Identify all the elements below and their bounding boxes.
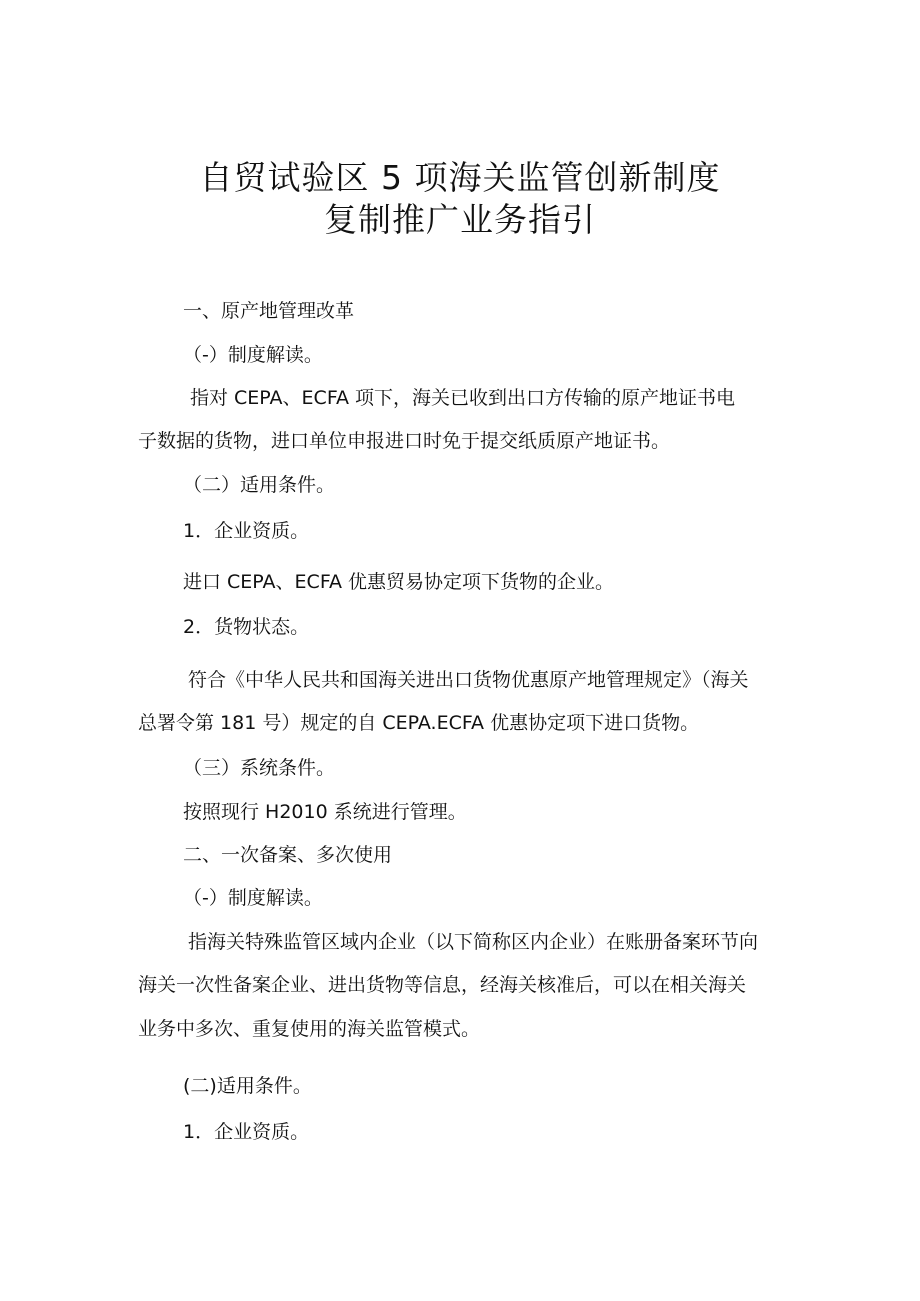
- paragraph-line: 业务中多次、重复使用的海关监管模式。: [138, 1018, 481, 1040]
- list-item-heading: 1．企业资质。: [183, 1121, 310, 1143]
- paragraph-line: 指对 CEPA、ECFA 项下，海关已收到出口方传输的原产地证书电: [190, 387, 736, 409]
- paragraph-line: 进口 CEPA、ECFA 优惠贸易协定项下货物的企业。: [183, 571, 615, 593]
- subsection-heading: （-）制度解读。: [183, 344, 323, 366]
- paragraph-line: 按照现行 H2010 系统进行管理。: [183, 801, 467, 823]
- list-item-heading: 2．货物状态。: [183, 616, 310, 638]
- paragraph-line: 符合《中华人民共和国海关进出口货物优惠原产地管理规定》（海关: [188, 669, 749, 691]
- section-heading-1: 一、原产地管理改革: [183, 300, 355, 322]
- subsection-heading: (二)适用条件。: [183, 1075, 312, 1097]
- document-title-line-1: 自贸试验区 5 项海关监管创新制度: [199, 158, 721, 197]
- paragraph-line: 子数据的货物，进口单位申报进口时免于提交纸质原产地证书。: [138, 430, 671, 452]
- paragraph-line: 总署令第 181 号）规定的自 CEPA.ECFA 优惠协定项下进口货物。: [138, 712, 700, 734]
- subsection-heading: （二）适用条件。: [183, 474, 336, 496]
- document-title-line-2: 复制推广业务指引: [324, 200, 596, 239]
- paragraph-line: 海关一次性备案企业、进出货物等信息，经海关核准后，可以在相关海关: [138, 974, 747, 996]
- list-item-heading: 1．企业资质。: [183, 520, 310, 542]
- paragraph-line: 指海关特殊监管区域内企业（以下简称区内企业）在账册备案环节向: [188, 931, 759, 953]
- subsection-heading: （-）制度解读。: [183, 887, 323, 909]
- subsection-heading: （三）系统条件。: [183, 757, 336, 779]
- section-heading-2: 二、一次备案、多次使用: [183, 844, 393, 866]
